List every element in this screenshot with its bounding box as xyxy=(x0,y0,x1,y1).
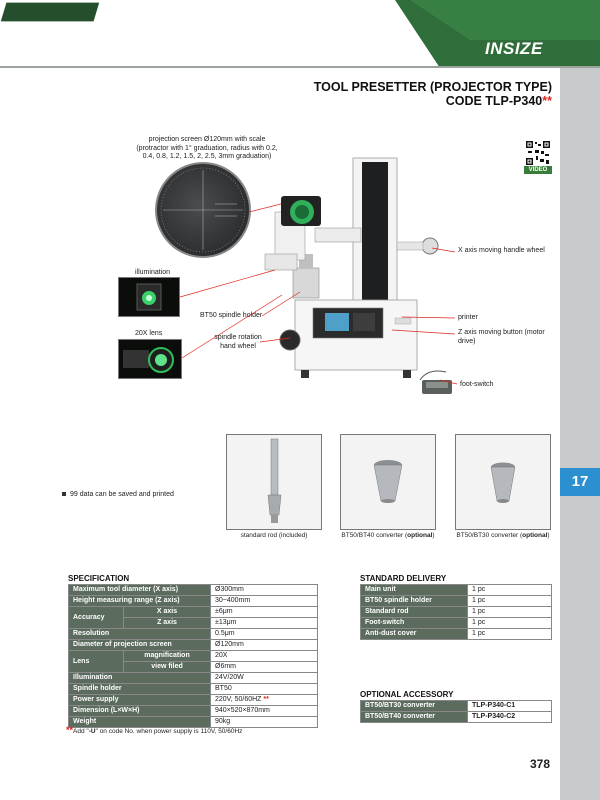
table-row xyxy=(69,640,318,651)
bt50-bt30-converter-image xyxy=(455,434,551,530)
power-note xyxy=(66,725,242,735)
specification-heading: SPECIFICATION xyxy=(68,574,130,583)
spec-sublabel: X axis xyxy=(124,607,211,618)
spec-sublabel: view filed xyxy=(124,662,211,673)
converter-icon xyxy=(341,435,435,529)
standard-delivery-heading: STANDARD DELIVERY xyxy=(360,574,447,583)
table-row xyxy=(361,607,552,618)
bullet-icon xyxy=(62,492,66,496)
spec-label: Maximum tool diameter (X axis) xyxy=(69,585,211,596)
thumb-caption-1 xyxy=(214,532,334,539)
table-row xyxy=(361,618,552,629)
spec-label: Dimension (L×W×H) xyxy=(69,706,211,717)
brand-logo-text: INSIZE xyxy=(485,39,543,58)
table-row xyxy=(361,596,552,607)
standard-rod-icon xyxy=(227,435,321,529)
accessory-code: TLP-P340-C1 xyxy=(468,701,552,712)
table-row xyxy=(69,695,318,706)
video-badge[interactable]: VIDEO xyxy=(524,166,552,174)
power-value: 220V, 50/60HZ xyxy=(215,696,262,703)
accessory-label: BT50/BT30 converter xyxy=(361,701,468,712)
spec-label: Lens xyxy=(69,651,124,673)
thumb-caption-3 xyxy=(443,532,563,539)
spec-value: 940×520×870mm xyxy=(211,706,318,717)
feature-text: 99 data can be saved and printed xyxy=(70,491,174,498)
thumb-caption-text: standard rod (included) xyxy=(240,532,308,539)
spec-label: Illumination xyxy=(69,673,211,684)
table-row xyxy=(69,596,318,607)
code-mark: ** xyxy=(542,94,552,108)
projection-screen-caption: projection screen Ø120mm with scale (protractor with 1° graduation, radius with 0.2, 0.4, 0.8, 1.2, 1.5, 2, 2.5, 3mm graduation) xyxy=(136,136,278,160)
table-row xyxy=(69,585,318,596)
lens-caption: 20X lens xyxy=(135,330,163,337)
table-row xyxy=(69,673,318,684)
spec-value: Ø6mm xyxy=(211,662,318,673)
spec-value: 30~400mm xyxy=(211,596,318,607)
delivery-value: 1 pc xyxy=(468,629,552,640)
spec-label: Resolution xyxy=(69,629,211,640)
feature-bullet xyxy=(62,491,174,498)
spec-label: Weight xyxy=(69,717,211,728)
table-row xyxy=(361,701,552,712)
spec-value: BT50 xyxy=(211,684,318,695)
x-axis-caption: X axis moving handle wheel xyxy=(458,247,545,254)
bt50-bt40-converter-image xyxy=(340,434,436,530)
z-axis-caption: Z axis moving button (motor drive) xyxy=(458,329,545,345)
thumb-caption-text: BT50/BT30 converter ( xyxy=(456,532,523,539)
optional-accessory-table xyxy=(360,700,552,723)
spec-value: Ø300mm xyxy=(211,585,318,596)
foot-switch-caption: foot-switch xyxy=(460,381,494,388)
table-row xyxy=(69,607,318,618)
title-line-1: TOOL PRESETTER (PROJECTOR TYPE) xyxy=(313,80,552,94)
optional-label: optional xyxy=(407,532,433,539)
table-row xyxy=(69,651,318,662)
spec-value: Ø120mm xyxy=(211,640,318,651)
table-row xyxy=(69,706,318,717)
table-row xyxy=(69,684,318,695)
converter-icon xyxy=(456,435,550,529)
table-row xyxy=(361,585,552,596)
table-row xyxy=(361,629,552,640)
delivery-label: Standard rod xyxy=(361,607,468,618)
spec-sublabel: magnification xyxy=(124,651,211,662)
note-code: -U xyxy=(88,728,96,735)
chapter-tab[interactable]: 17 xyxy=(560,468,600,496)
specification-table xyxy=(68,584,318,728)
delivery-value: 1 pc xyxy=(468,607,552,618)
thumb-caption-close: ) xyxy=(547,532,550,539)
spec-label: Height measuring range (Z axis) xyxy=(69,596,211,607)
illumination-caption: illumination xyxy=(135,269,171,276)
power-mark: ** xyxy=(263,696,269,703)
accessory-label: BT50/BT40 converter xyxy=(361,712,468,723)
table-row xyxy=(69,629,318,640)
delivery-value: 1 pc xyxy=(468,596,552,607)
delivery-label: Main unit xyxy=(361,585,468,596)
note-mark: ** xyxy=(66,725,74,735)
delivery-value: 1 pc xyxy=(468,618,552,629)
spec-label: Diameter of projection screen xyxy=(69,640,211,651)
thumb-caption-close: ) xyxy=(432,532,435,539)
table-row xyxy=(361,712,552,723)
standard-delivery-table xyxy=(360,584,552,640)
spec-value: 24V/20W xyxy=(211,673,318,684)
thumb-caption-text: BT50/BT40 converter ( xyxy=(341,532,408,539)
delivery-label: Foot-switch xyxy=(361,618,468,629)
spec-label: Power supply xyxy=(69,695,211,706)
spec-value: 20X xyxy=(211,651,318,662)
delivery-label: BT50 spindle holder xyxy=(361,596,468,607)
delivery-value: 1 pc xyxy=(468,585,552,596)
standard-rod-image xyxy=(226,434,322,530)
note-text: Add " xyxy=(73,728,89,735)
thumb-caption-2 xyxy=(328,532,448,539)
spec-value: 0.5μm xyxy=(211,629,318,640)
spec-label: Accuracy xyxy=(69,607,124,629)
spec-label: Spindle holder xyxy=(69,684,211,695)
delivery-label: Anti-dust cover xyxy=(361,629,468,640)
page-number: 378 xyxy=(530,757,551,771)
spec-value: ±6μm xyxy=(211,607,318,618)
optional-label: optional xyxy=(522,532,548,539)
spec-sublabel: Z axis xyxy=(124,618,211,629)
optional-accessory-heading: OPTIONAL ACCESSORY xyxy=(360,690,454,699)
note-text-rest: " on code No. when power supply is 110V, 50/60Hz xyxy=(95,728,243,735)
accessory-code: TLP-P340-C2 xyxy=(468,712,552,723)
spec-value: ±13μm xyxy=(211,618,318,629)
spec-value: 90kg xyxy=(211,717,318,728)
printer-caption: printer xyxy=(458,314,478,321)
spindle-rotation-caption: spindle rotation hand wheel xyxy=(214,334,262,350)
spec-value xyxy=(211,695,318,706)
spindle-holder-caption: BT50 spindle holder xyxy=(200,312,263,319)
product-code: CODE TLP-P340 xyxy=(445,94,543,108)
